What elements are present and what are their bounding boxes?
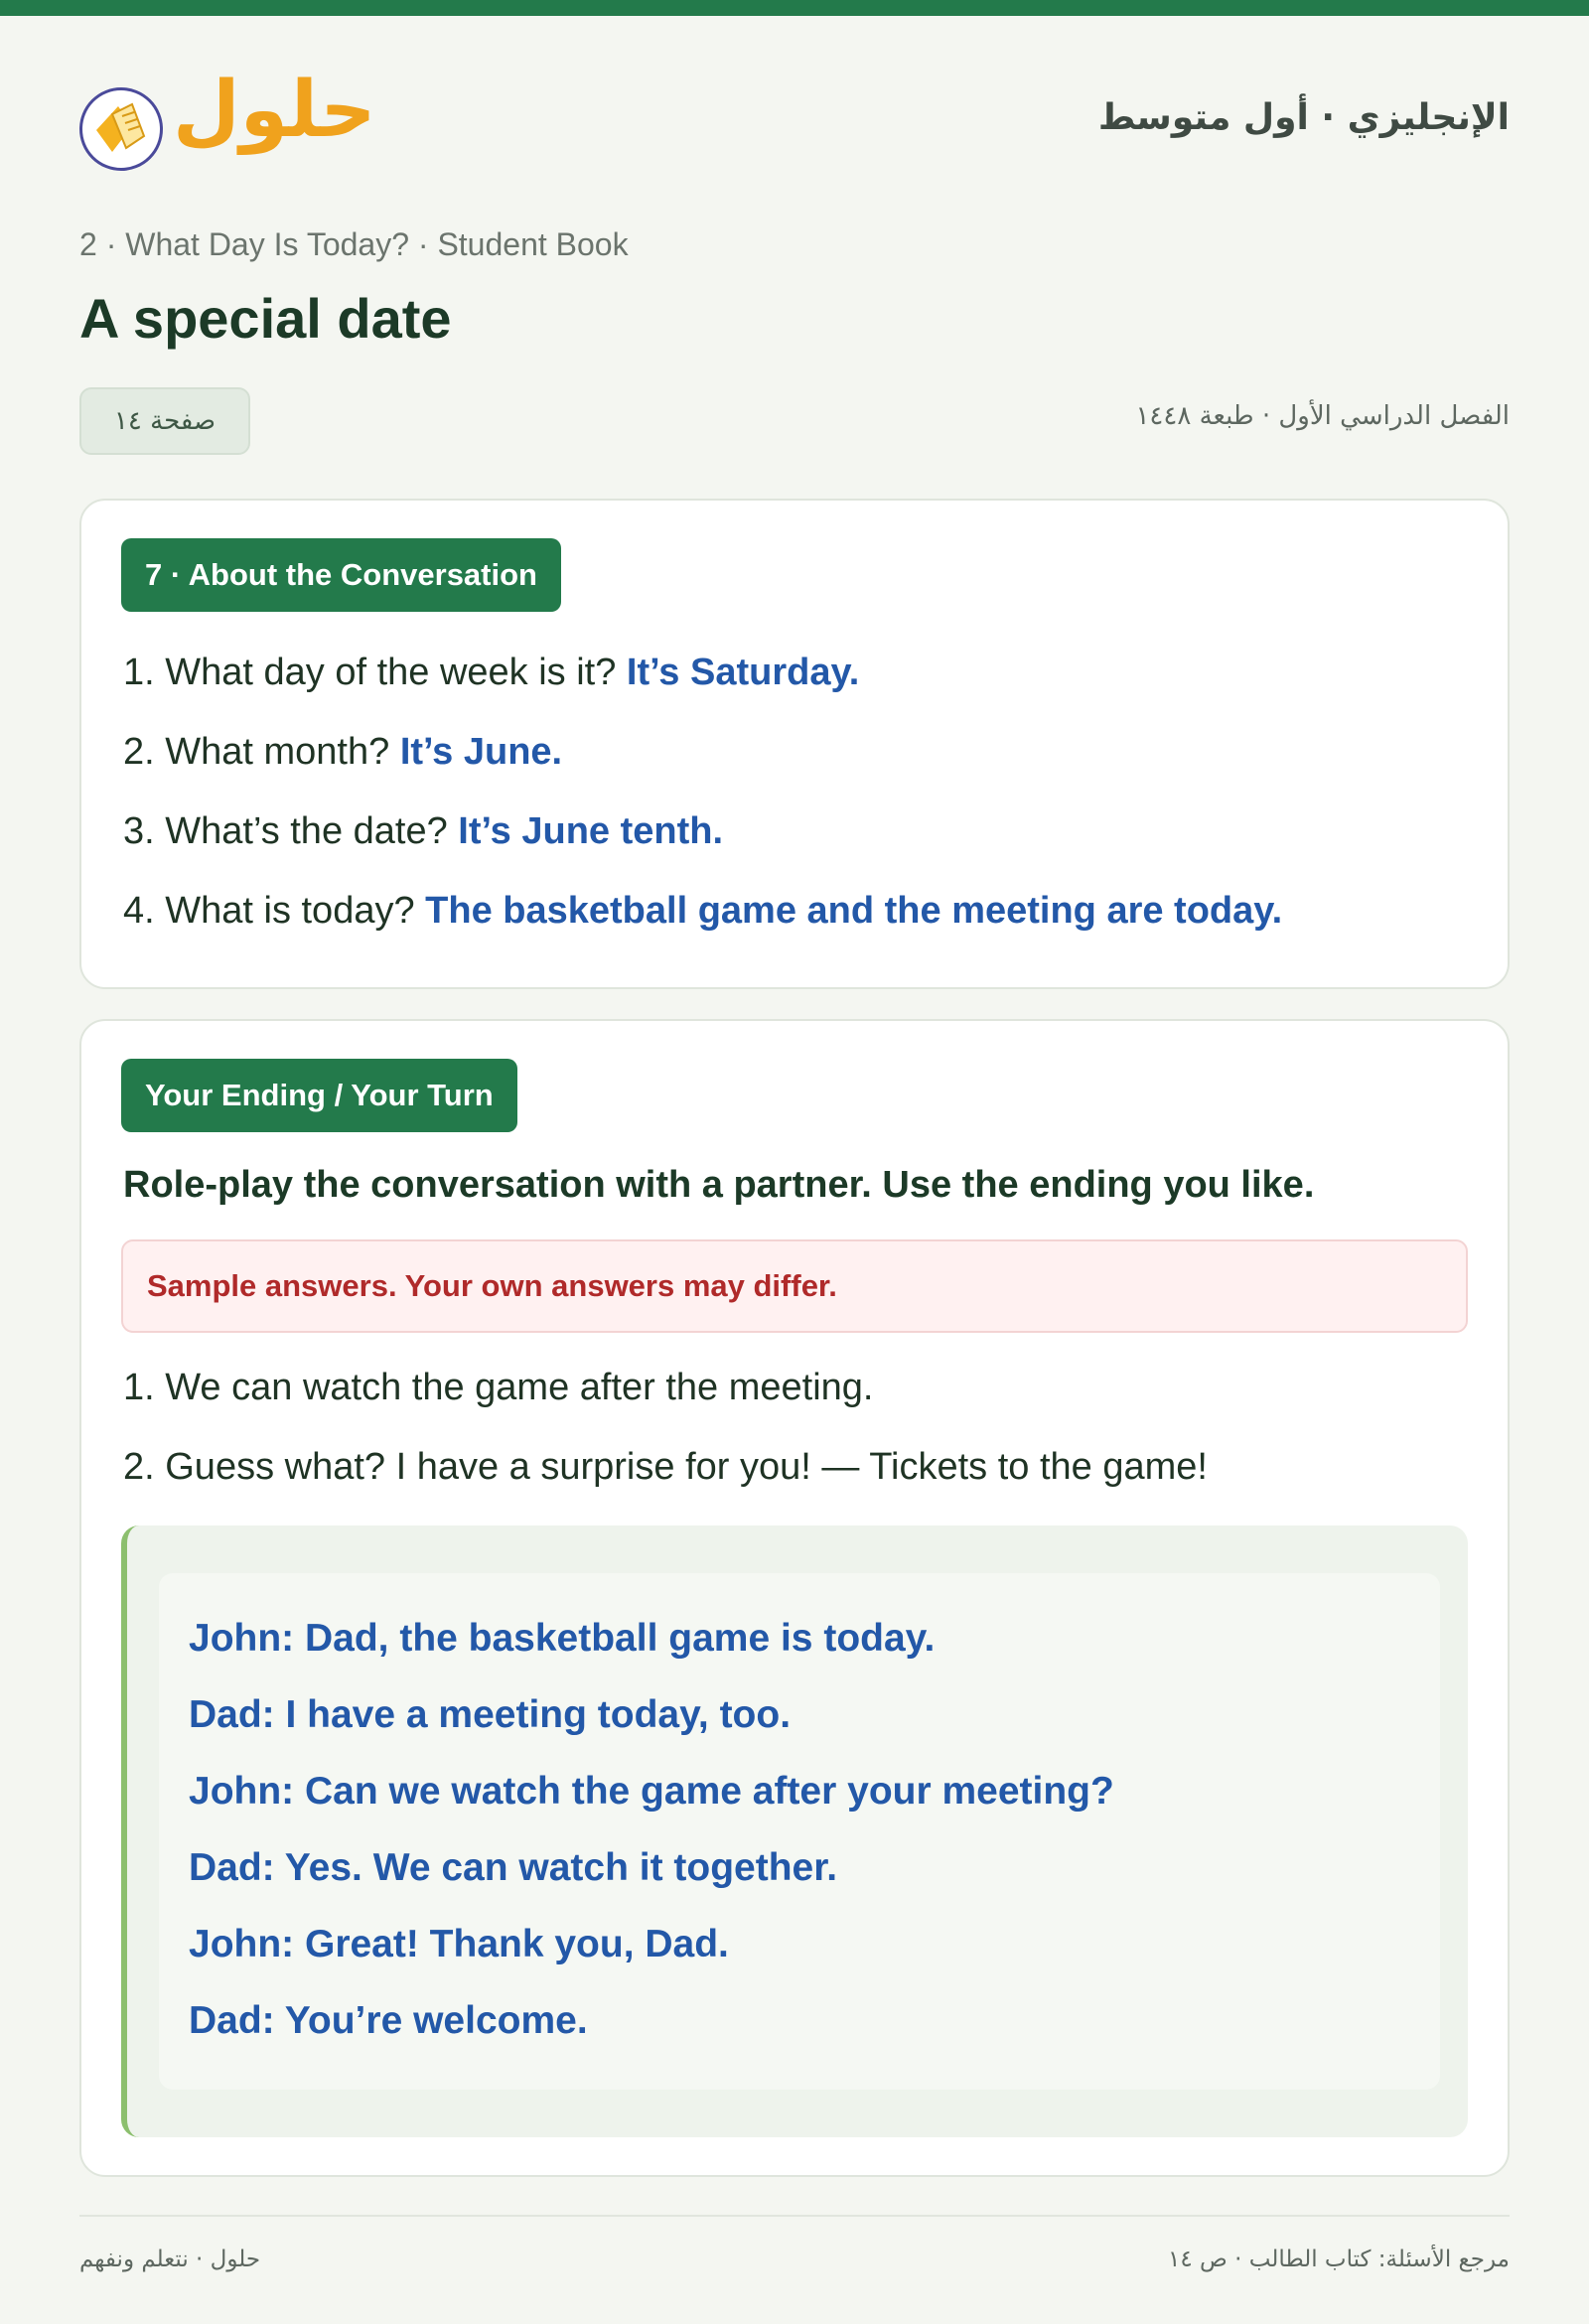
dialogue-line: John: Great! Thank you, Dad. <box>189 1923 729 1965</box>
answer-text: It’s Saturday. <box>626 652 860 693</box>
answer-text: It’s June. <box>399 731 563 773</box>
instruction-text: Role-play the conversation with a partner. Use the ending you like. <box>123 1164 1315 1206</box>
footer-reference: مرجع الأسئلة: كتاب الطالب · ص ١٤ <box>1167 2247 1510 2272</box>
answer-text: It’s June tenth. <box>458 810 724 852</box>
ending-item: 2. Guess what? I have a surprise for you! — Tickets to the game! <box>123 1446 1208 1488</box>
answer-text: The basketball game and the meeting are today. <box>425 890 1283 932</box>
sample-answers-note: Sample answers. Your own answers may differ. <box>121 1239 1468 1333</box>
edition-info: الفصل الدراسي الأول · طبعة ١٤٤٨ <box>1135 401 1510 431</box>
page-number-badge: صفحة ١٤ <box>79 387 250 455</box>
header <box>79 68 1510 177</box>
question-text: 3. What’s the date? <box>123 810 448 852</box>
your-turn-card <box>79 1019 1510 2177</box>
dialogue-line: John: Can we watch the game after your meeting? <box>189 1770 1114 1813</box>
subject-label: الإنجليزي · أول متوسط <box>1097 97 1510 138</box>
section-tag-your-turn: Your Ending / Your Turn <box>121 1059 517 1132</box>
question-item <box>123 810 723 853</box>
dialogue-line: Dad: Yes. We can watch it together. <box>189 1846 838 1889</box>
footer-brand: حلول · نتعلم ونفهم <box>79 2247 261 2272</box>
dialogue-line: Dad: I have a meeting today, too. <box>189 1693 792 1736</box>
dialogue-line: Dad: You’re welcome. <box>189 1999 588 2042</box>
about-conversation-card <box>79 499 1510 989</box>
logo-wordmark: حلول <box>173 66 376 155</box>
dialogue-box <box>121 1525 1468 2137</box>
ending-item: 1. We can watch the game after the meeting. <box>123 1367 874 1408</box>
question-text: 2. What month? <box>123 731 390 773</box>
question-item <box>123 890 1282 933</box>
question-text: 1. What day of the week is it? <box>123 652 617 693</box>
footer-divider <box>79 2215 1510 2217</box>
section-tag-about: 7 · About the Conversation <box>121 538 561 612</box>
breadcrumb: 2 · What Day Is Today? · Student Book <box>79 226 629 262</box>
question-text: 4. What is today? <box>123 890 415 932</box>
page-title: A special date <box>79 287 452 350</box>
question-item <box>123 652 859 694</box>
top-accent-bar <box>0 0 1589 16</box>
dialogue-panel <box>159 1573 1440 2090</box>
site-logo[interactable] <box>79 68 377 177</box>
question-item <box>123 731 562 774</box>
dialogue-line: John: Dad, the basketball game is today. <box>189 1617 936 1660</box>
book-icon <box>79 87 163 171</box>
